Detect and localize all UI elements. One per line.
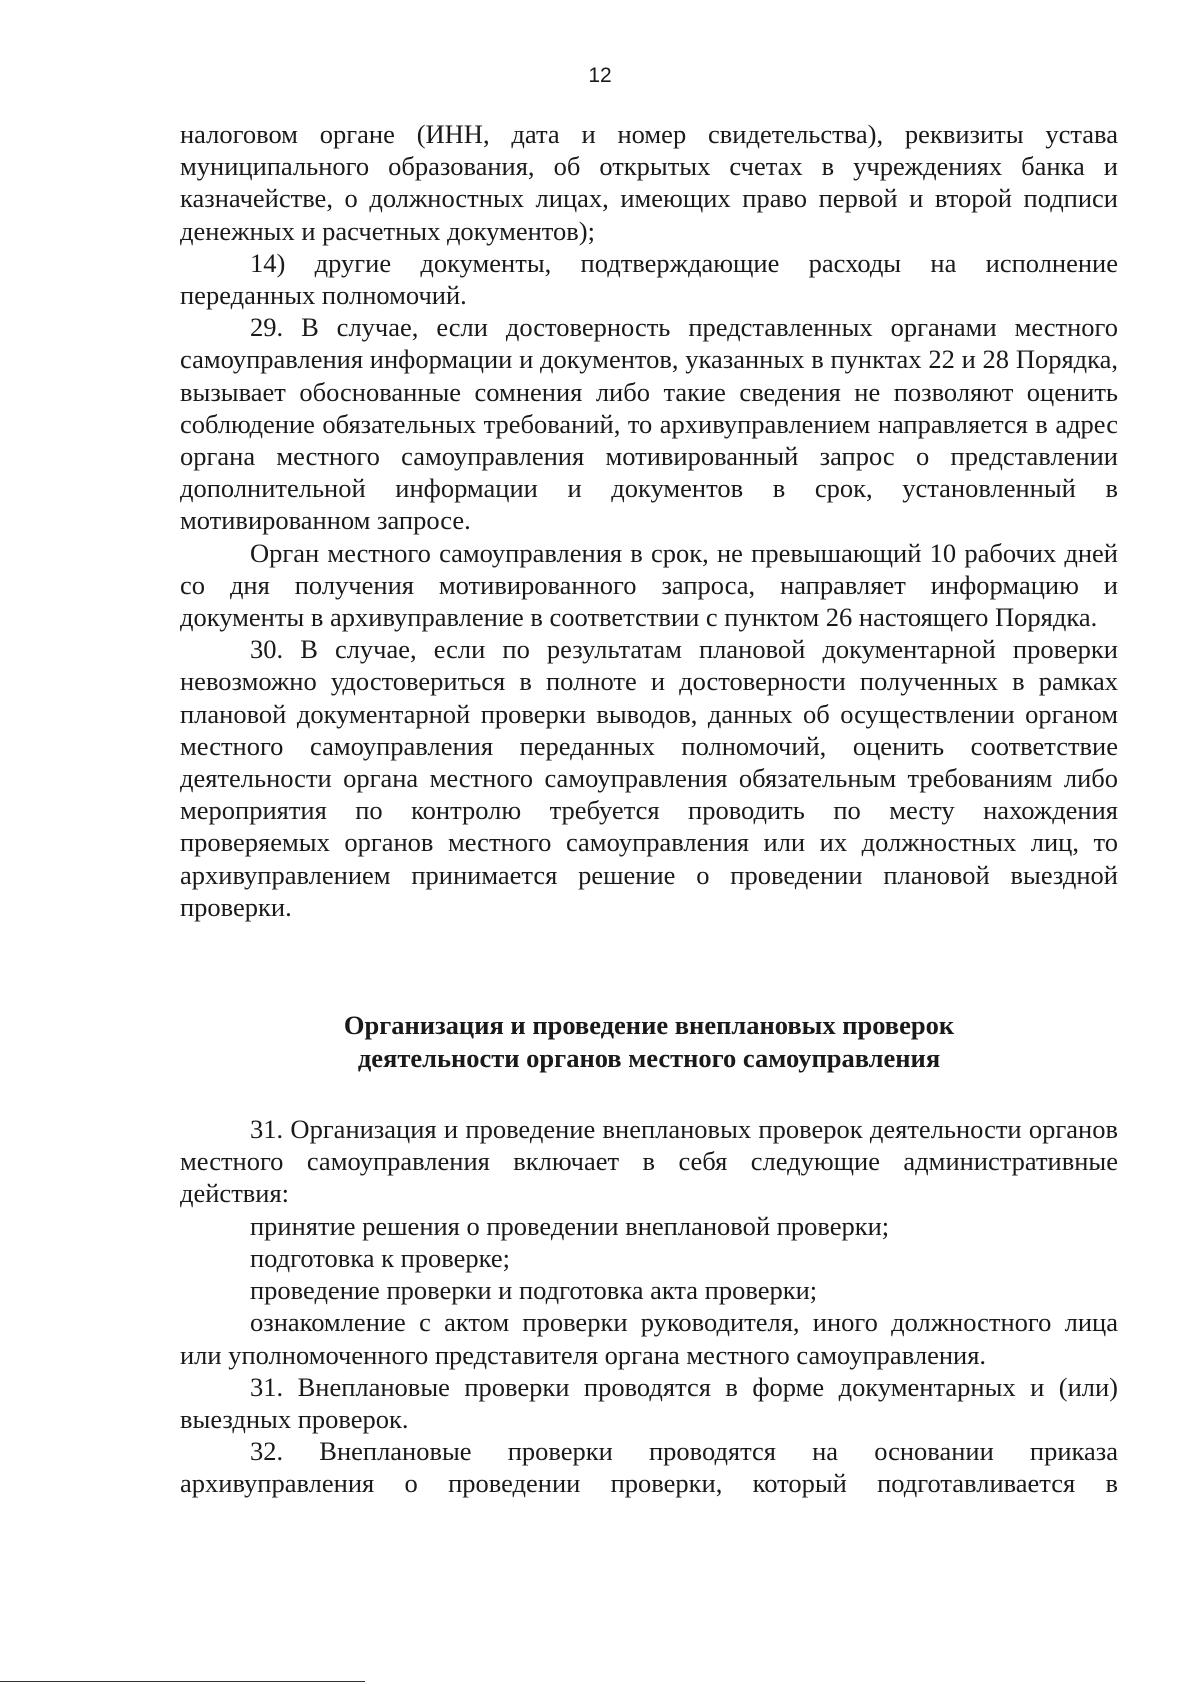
list-item-preparation: подготовка к проверке; [250,1242,511,1273]
paragraph-29-response: Орган местного самоуправления в срок, не превышающий 10 рабочих дней со дня получения мотивированного запроса, направляет информацию и документы в архивуправление в соответствии с пунктом 26 настоящего Порядка. [180,537,1118,633]
scan-edge-line [0,1681,365,1682]
paragraph-31-forms: 31. Внеплановые проверки проводятся в форме документарных и (или) выездных проверок. [180,1371,1118,1434]
page-number: 12 [588,64,612,87]
paragraph-requisites-continuation: налоговом органе (ИНН, дата и номер свидетельства), реквизиты устава муниципального образования, об открытых счетах в учреждениях банка и казначействе, о должностных лицах, имеющих право первой и второй подписи денежных и расчетных документов); [180,119,1118,246]
list-item-decision: принятие решения о проведении внеплановой проверки; [250,1210,890,1241]
list-item-familiarization: ознакомление с актом проверки руководителя, иного должностного лица или уполномоченного представителя органа местного самоуправления. [180,1307,1118,1370]
section-heading-line-1: Организация и проведение внеплановых проверок [343,1010,955,1041]
paragraph-30: 30. В случае, если по результатам плановой документарной проверки невозможно удостовериться в полноте и достоверности полученных в рамках плановой документарной проверки выводов, данных об осуществлении органом местного самоуправления переданных полномочий, оценить соответствие деятельности органа местного самоуправления обязательным требованиям либо мероприятия по контролю требуется проводить по месту нахождения проверяемых органов местного самоуправления или их должностных лиц, то архивуправлением принимается решение о проведении плановой выездной проверки. [180,634,1118,922]
section-heading-line-2: деятельности органов местного самоуправления [357,1043,941,1074]
paragraph-31-actions: 31. Организация и проведение внеплановых проверок деятельности органов местного самоуправления включает в себя следующие административные действия: [180,1114,1118,1209]
section-heading [180,1009,1118,1075]
list-item-inspection-act: проведение проверки и подготовка акта проверки; [250,1275,818,1306]
paragraph-32: 32. Внеплановые проверки проводятся на основании приказа архивуправления о проведении проверки, который подготавливается в [180,1436,1118,1499]
document-body [180,118,1118,1500]
paragraph-item-14: 14) другие документы, подтверждающие расходы на исполнение переданных полномочий. [180,247,1118,311]
paragraph-29: 29. В случае, если достоверность представленных органами местного самоуправления информации и документов, указанных в пунктах 22 и 28 Порядка, вызывает обоснованные сомнения либо такие сведения не позволяют оценить соблюдение обязательных требований, то архивуправлением направляется в адрес органа местного самоуправления мотивированный запрос о представлении дополнительной информации и документов в срок, установленный в мотивированном запросе. [180,312,1118,536]
